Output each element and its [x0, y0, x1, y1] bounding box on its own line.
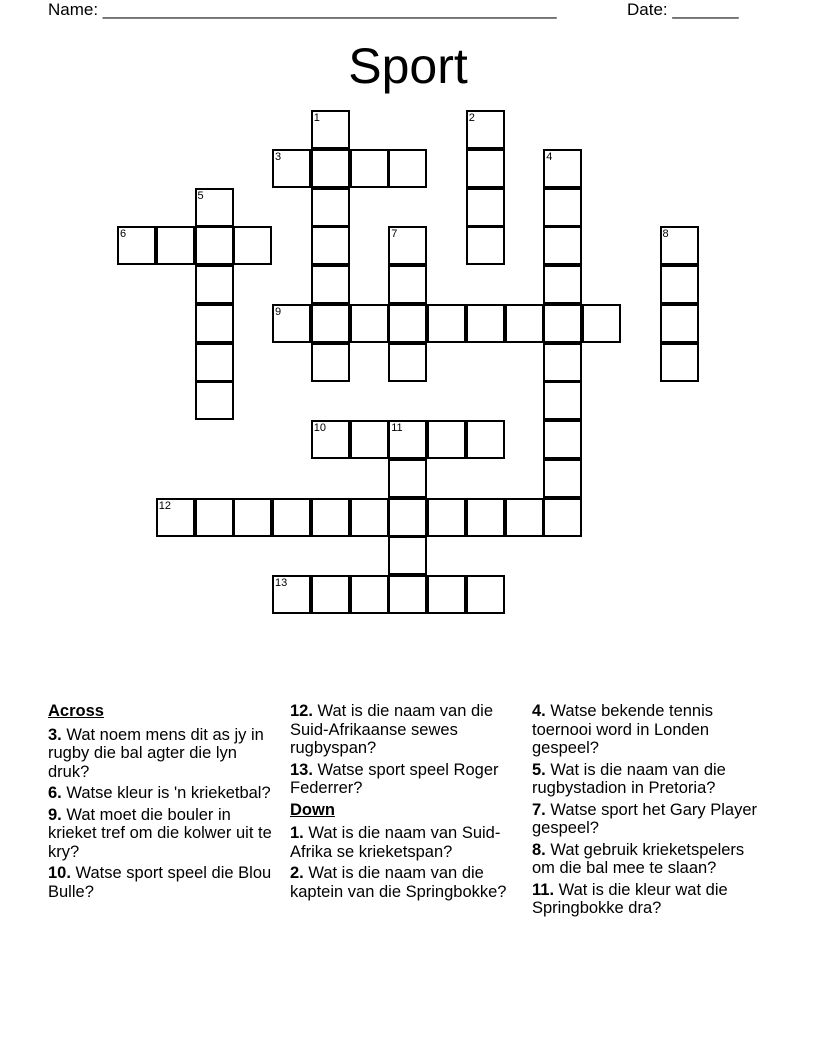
clue-number: 13. [290, 760, 313, 779]
clue-number: 3. [48, 725, 62, 744]
grid-cell[interactable] [388, 226, 427, 265]
grid-cell[interactable] [660, 343, 699, 382]
grid-cell[interactable] [195, 498, 234, 537]
clue-number: 5. [532, 760, 546, 779]
clue-text: Wat moet die bouler in krieket tref om die kolwer uit te kry? [48, 805, 272, 861]
clue-across-13 [290, 761, 522, 798]
clue-down-11 [532, 881, 764, 918]
clue-down-4 [532, 702, 764, 758]
grid-cell[interactable] [311, 343, 350, 382]
clue-number-label: 8 [662, 228, 669, 241]
clue-across-6 [48, 784, 280, 803]
clue-text: Wat is die naam van die rugbystadion in Pretoria? [532, 760, 726, 797]
clue-number-label: 4 [546, 150, 553, 163]
clue-text: Watse sport het Gary Player gespeel? [532, 800, 757, 837]
grid-cell[interactable] [388, 304, 427, 343]
clue-number-label: 2 [468, 112, 475, 124]
grid-cell[interactable] [543, 226, 582, 265]
grid-cell[interactable] [350, 575, 389, 614]
grid-cell[interactable] [543, 459, 582, 498]
clue-text: Wat is die naam van die kaptein van die Springbokke? [290, 864, 507, 901]
grid-cell[interactable] [350, 498, 389, 537]
grid-cell[interactable] [311, 575, 350, 614]
clue-down-1 [290, 824, 522, 861]
clue-number-label: 9 [275, 305, 282, 318]
grid-cell[interactable] [388, 459, 427, 498]
clue-number-label: 5 [197, 189, 204, 202]
grid-cell[interactable] [272, 498, 311, 537]
clue-number: 12. [290, 702, 313, 720]
grid-cell[interactable] [388, 498, 427, 537]
clue-text: Watse sport speel die Blou Bulle? [48, 864, 272, 901]
name-field[interactable]: Name: ________________________________________________ [48, 0, 557, 19]
clue-across-3 [48, 726, 280, 782]
grid-cell[interactable] [466, 420, 505, 459]
grid-cell[interactable] [543, 343, 582, 382]
grid-cell[interactable] [311, 149, 350, 188]
grid-cell[interactable] [466, 149, 505, 188]
clue-number: 2. [290, 864, 304, 882]
clue-number: 8. [532, 840, 546, 859]
grid-cell[interactable] [543, 381, 582, 420]
clue-down-8 [532, 841, 764, 878]
clues-column-1 [48, 702, 280, 904]
grid-cell[interactable] [311, 188, 350, 227]
grid-cell[interactable] [311, 498, 350, 537]
clue-number: 9. [48, 805, 62, 824]
grid-cell[interactable] [311, 110, 350, 149]
clue-down-5 [532, 761, 764, 798]
clue-text: Watse bekende tennis toernooi word in Londen gespeel? [532, 702, 714, 757]
grid-cell[interactable] [466, 188, 505, 227]
date-field[interactable]: Date: _______ [627, 0, 739, 19]
grid-cell[interactable] [388, 536, 427, 575]
grid-cell[interactable] [195, 381, 234, 420]
clue-number: 6. [48, 784, 62, 802]
grid-cell[interactable] [350, 149, 389, 188]
clue-number: 7. [532, 800, 546, 819]
across-heading: Across [48, 702, 104, 720]
grid-cell[interactable] [388, 343, 427, 382]
clue-text: Wat is die kleur wat die Springbokke dra? [532, 880, 728, 917]
grid-cell[interactable] [543, 188, 582, 227]
clue-text: Wat is die naam van Suid-Afrika se krieketspan? [290, 824, 501, 861]
grid-cell[interactable] [195, 226, 234, 265]
clue-number-label: 1 [313, 112, 320, 124]
clues-column-2 [290, 702, 522, 904]
clue-number-label: 12 [158, 499, 171, 512]
grid-cell[interactable] [233, 226, 272, 265]
clue-number-label: 13 [275, 577, 288, 589]
grid-cell[interactable] [388, 149, 427, 188]
grid-cell[interactable] [272, 304, 311, 343]
clue-across-12 [290, 702, 522, 758]
grid-cell[interactable] [466, 110, 505, 149]
clue-text: Wat is die naam van die Suid-Afrikaanse sewes rugbyspan? [290, 702, 494, 757]
grid-cell[interactable] [427, 420, 466, 459]
clue-text: Wat gebruik krieketspelers om die bal mee te slaan? [532, 840, 745, 877]
grid-cell[interactable] [466, 304, 505, 343]
clue-text: Watse kleur is 'n krieketbal? [66, 784, 271, 802]
puzzle-title: Sport [348, 38, 468, 94]
clues-column-3 [532, 702, 764, 921]
grid-cell[interactable] [156, 226, 195, 265]
grid-cell[interactable] [505, 498, 544, 537]
grid-cell[interactable] [388, 265, 427, 304]
clue-across-9 [48, 806, 280, 862]
grid-cell[interactable] [543, 304, 582, 343]
grid-cell[interactable] [543, 498, 582, 537]
clue-number-label: 3 [275, 150, 282, 163]
grid-cell[interactable] [311, 420, 350, 459]
grid-cell[interactable] [233, 498, 272, 537]
clue-number: 4. [532, 702, 546, 720]
grid-cell[interactable] [311, 304, 350, 343]
grid-cell[interactable] [195, 304, 234, 343]
grid-cell[interactable] [427, 304, 466, 343]
grid-cell[interactable] [660, 304, 699, 343]
grid-cell[interactable] [388, 420, 427, 459]
grid-cell[interactable] [350, 420, 389, 459]
down-heading: Down [290, 800, 335, 819]
grid-cell[interactable] [660, 265, 699, 304]
clue-down-7 [532, 801, 764, 838]
grid-cell[interactable] [195, 265, 234, 304]
grid-cell[interactable] [388, 575, 427, 614]
clue-number-label: 11 [391, 422, 403, 434]
clue-number: 11. [532, 880, 555, 899]
clue-number: 10. [48, 864, 71, 882]
grid-cell[interactable] [505, 304, 544, 343]
grid-cell[interactable] [311, 265, 350, 304]
grid-cell[interactable] [272, 575, 311, 614]
grid-cell[interactable] [272, 149, 311, 188]
clue-down-2 [290, 864, 522, 901]
grid-cell[interactable] [156, 498, 195, 537]
clue-number-label: 6 [120, 228, 127, 241]
clue-number-label: 10 [313, 422, 326, 434]
clue-text: Watse sport speel Roger Federrer? [290, 760, 499, 797]
grid-cell[interactable] [427, 498, 466, 537]
grid-cell[interactable] [543, 420, 582, 459]
clue-number: 1. [290, 824, 304, 842]
grid-cell[interactable] [195, 188, 234, 227]
grid-cell[interactable] [117, 226, 156, 265]
grid-cell[interactable] [427, 575, 466, 614]
grid-cell[interactable] [660, 226, 699, 265]
grid-cell[interactable] [543, 149, 582, 188]
clue-across-10 [48, 864, 280, 901]
grid-cell[interactable] [311, 226, 350, 265]
grid-cell[interactable] [466, 498, 505, 537]
grid-cell[interactable] [350, 304, 389, 343]
grid-cell[interactable] [466, 226, 505, 265]
grid-cell[interactable] [195, 343, 234, 382]
grid-cell[interactable] [543, 265, 582, 304]
clue-number-label: 7 [391, 228, 398, 241]
grid-cell[interactable] [466, 575, 505, 614]
clues-section [48, 702, 757, 962]
clue-text: Wat noem mens dit as jy in rugby die bal agter die lyn druk? [48, 725, 264, 781]
grid-cell[interactable] [582, 304, 621, 343]
